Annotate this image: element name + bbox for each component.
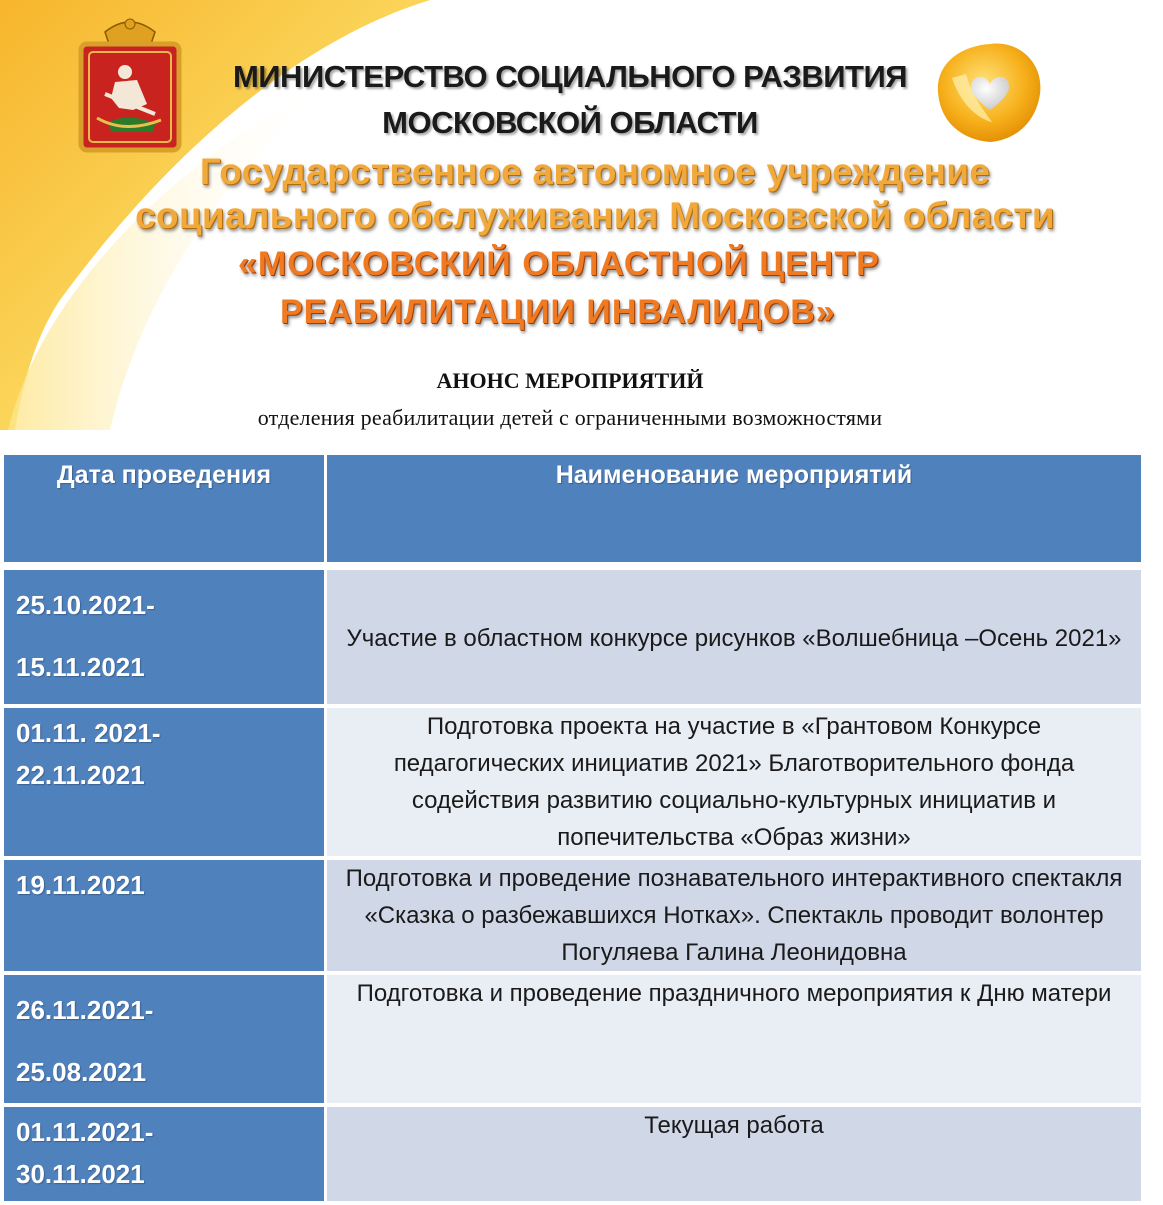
- table-row: [4, 570, 1141, 708]
- date-from: 26.11.2021-: [16, 995, 154, 1025]
- date-cell: [4, 708, 327, 860]
- center-name-line-2: РЕАБИЛИТАЦИИ ИНВАЛИДОВ»: [280, 293, 836, 331]
- date-cell: [4, 1107, 327, 1205]
- table-row: [4, 975, 1141, 1107]
- event-cell: [327, 860, 1141, 975]
- date-to: 22.11.2021: [16, 760, 145, 790]
- ministry-title: [190, 54, 950, 146]
- event-name: Участие в областном конкурсе рисунков «Волшебница –Осень 2021»: [346, 625, 1122, 652]
- date-from: 01.11.2021-: [16, 1117, 154, 1147]
- date-to: 25.08.2021: [16, 1057, 147, 1087]
- coat-of-arms-icon: [75, 14, 185, 154]
- center-name: [200, 240, 980, 336]
- ministry-title-line-2: МОСКОВСКОЙ ОБЛАСТИ: [382, 105, 758, 140]
- event-cell: [327, 570, 1141, 708]
- date-from: 25.10.2021-: [16, 590, 155, 620]
- table-header-row: [4, 455, 1141, 570]
- date-to: 30.11.2021: [16, 1159, 145, 1189]
- event-cell: [327, 975, 1141, 1107]
- table-row: [4, 708, 1141, 860]
- organization-title-line-1: Государственное автономное учреждение: [199, 151, 991, 192]
- event-name: Подготовка и проведение познавательного интерактивного спектакля «Сказка о разбежавшихся Нотках». Спектакль проводит волонтер Погуляева Галина Леонидовна: [345, 865, 1123, 966]
- event-name: Подготовка и проведение праздничного мероприятия к Дню матери: [356, 980, 1112, 1007]
- events-table: [4, 455, 1141, 1205]
- organization-title-line-2: социального обслуживания Московской области: [135, 195, 1055, 236]
- date-cell: [4, 975, 327, 1107]
- organization-title: [60, 150, 1130, 238]
- date-to: 15.11.2021: [16, 652, 145, 682]
- column-header-date: Дата проведения: [4, 455, 327, 570]
- date-cell: [4, 570, 327, 708]
- column-header-name: Наименование мероприятий: [327, 455, 1141, 570]
- date-from: 19.11.2021: [16, 870, 145, 900]
- announcement-title: АНОНС МЕРОПРИЯТИЙ: [436, 368, 704, 393]
- date-from: 01.11. 2021-: [16, 718, 161, 748]
- event-cell: [327, 1107, 1141, 1205]
- table-row: [4, 860, 1141, 975]
- announcement-subtitle: отделения реабилитации детей с ограниченными возможностями: [257, 405, 883, 430]
- center-name-line-1: «МОСКОВСКИЙ ОБЛАСТНОЙ ЦЕНТР: [238, 245, 880, 283]
- event-name: Подготовка проекта на участие в «Грантовом Конкурсе педагогических инициатив 2021» Благотворительного фонда содействия развитию социально-культурных инициатив и попечительства «Образ жизни»: [393, 713, 1075, 851]
- event-name: Текущая работа: [644, 1112, 824, 1139]
- event-cell: [327, 708, 1141, 860]
- date-cell: [4, 860, 327, 975]
- table-row: [4, 1107, 1141, 1205]
- ministry-title-line-1: МИНИСТЕРСТВО СОЦИАЛЬНОГО РАЗВИТИЯ: [232, 59, 908, 94]
